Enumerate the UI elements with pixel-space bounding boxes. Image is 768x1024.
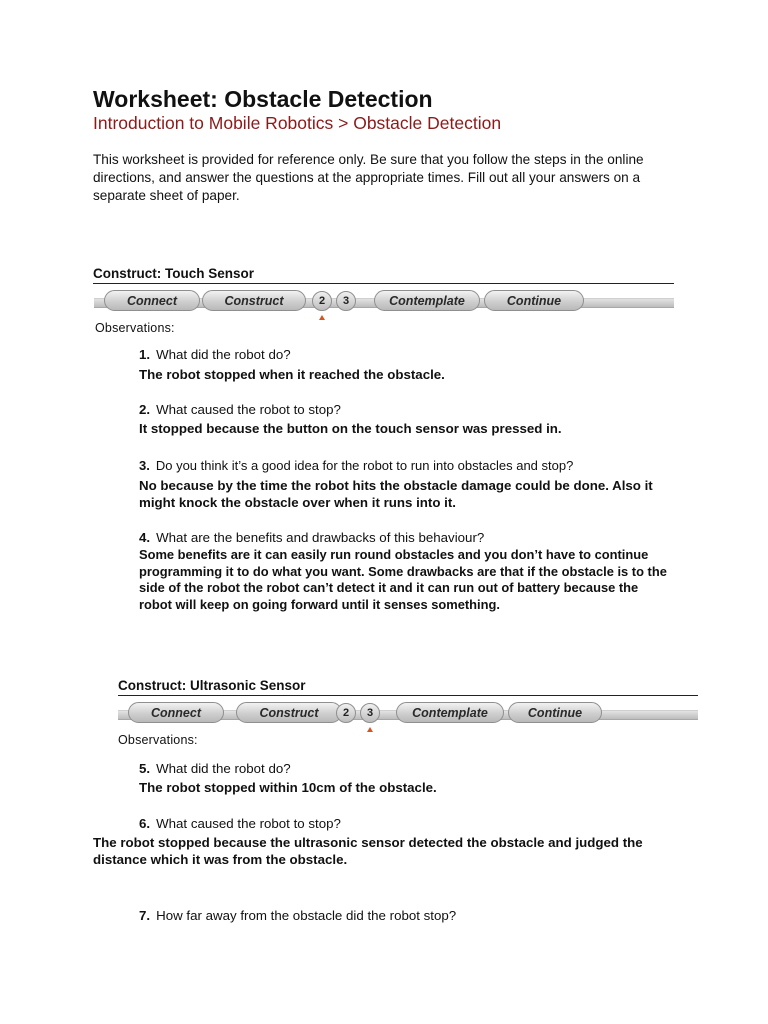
question-number: 1.: [139, 347, 151, 362]
construct-button[interactable]: Construct: [202, 290, 306, 311]
contemplate-button[interactable]: Contemplate: [396, 702, 504, 723]
connect-button[interactable]: Connect: [128, 702, 224, 723]
question-number: 4.: [139, 530, 151, 545]
question-text: What did the robot do?: [156, 761, 291, 776]
question-text: What caused the robot to stop?: [156, 402, 341, 417]
section-heading-ultrasonic-sensor: Construct: Ultrasonic Sensor: [118, 678, 306, 693]
breadcrumb: Introduction to Mobile Robotics > Obstacle Detection: [93, 113, 502, 133]
section-divider: [93, 283, 674, 284]
question-2: [139, 402, 341, 417]
answer-6: The robot stopped because the ultrasonic sensor detected the obstacle and judged the distance which it was from the obstacle.: [93, 835, 643, 867]
construct-button[interactable]: Construct: [236, 702, 342, 723]
question-number: 7.: [139, 908, 151, 923]
connect-button[interactable]: Connect: [104, 290, 200, 311]
question-4: [139, 530, 484, 545]
question-6: [139, 816, 341, 831]
observations-label: Observations:: [95, 321, 175, 335]
page-title: Worksheet: Obstacle Detection: [93, 86, 433, 112]
question-text: What did the robot do?: [156, 347, 291, 362]
section-heading-touch-sensor: Construct: Touch Sensor: [93, 266, 255, 281]
question-text: What caused the robot to stop?: [156, 816, 341, 831]
step-nav-touch: [94, 289, 674, 315]
answer-4: Some benefits are it can easily run round obstacles and you don’t have to continue programming it to do what you want. Some drawbacks are that if the obstacle is to the side of the robot the robot can’t detect it and it can run out of battery because the robot will keep on going forward until it senses something.: [139, 547, 667, 612]
step-3-button[interactable]: 3: [360, 703, 380, 723]
step-3-button[interactable]: 3: [336, 291, 356, 311]
section-divider: [118, 695, 698, 696]
question-3: [139, 458, 573, 473]
current-step-marker-icon: [367, 727, 373, 732]
question-text: What are the benefits and drawbacks of this behaviour?: [156, 530, 485, 545]
intro-paragraph: This worksheet is provided for reference only. Be sure that you follow the steps in the online directions, and answer the questions at the appropriate times. Fill out all your answers on a separate sheet of paper.: [93, 152, 644, 203]
question-text: Do you think it’s a good idea for the robot to run into obstacles and stop?: [155, 458, 574, 473]
question-7: [139, 908, 456, 923]
question-text: How far away from the obstacle did the robot stop?: [156, 908, 457, 923]
continue-button[interactable]: Continue: [508, 702, 602, 723]
question-5: [139, 761, 291, 776]
answer-5: The robot stopped within 10cm of the obstacle.: [139, 780, 437, 795]
question-number: 5.: [139, 761, 151, 776]
question-1: [139, 347, 291, 362]
question-number: 6.: [139, 816, 151, 831]
step-nav-ultrasonic: [118, 701, 698, 727]
question-number: 3.: [139, 458, 150, 473]
question-number: 2.: [139, 402, 151, 417]
answer-1: The robot stopped when it reached the obstacle.: [139, 367, 445, 382]
contemplate-button[interactable]: Contemplate: [374, 290, 480, 311]
step-2-button[interactable]: 2: [312, 291, 332, 311]
observations-label: Observations:: [118, 733, 198, 747]
step-2-button[interactable]: 2: [336, 703, 356, 723]
continue-button[interactable]: Continue: [484, 290, 584, 311]
current-step-marker-icon: [319, 315, 325, 320]
answer-2: It stopped because the button on the touch sensor was pressed in.: [139, 421, 562, 436]
answer-3: No because by the time the robot hits the obstacle damage could be done. Also it might knock the obstacle over when it runs into it.: [139, 478, 653, 510]
